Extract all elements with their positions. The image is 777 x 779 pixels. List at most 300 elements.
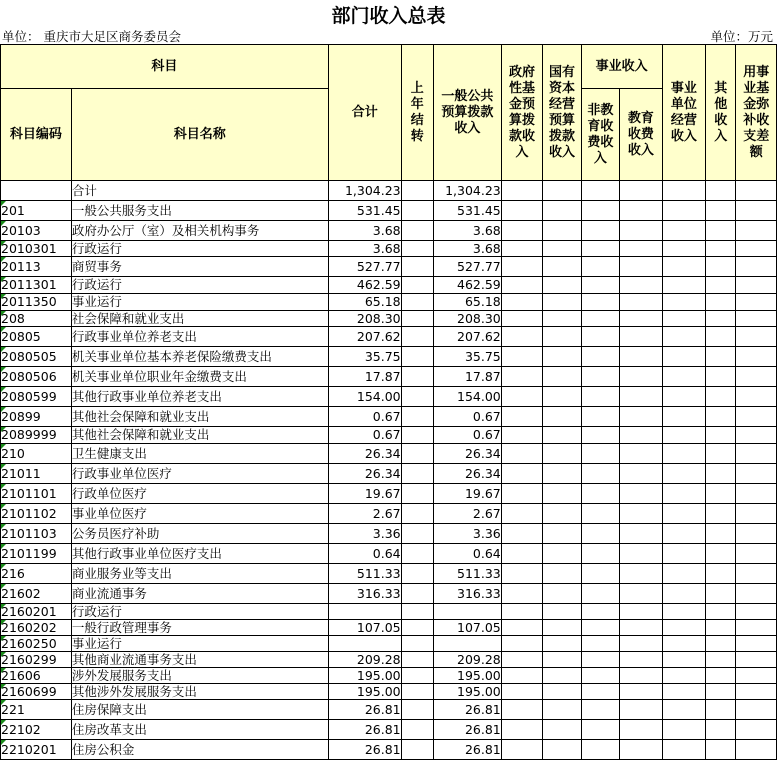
state-capital-cell bbox=[543, 367, 581, 387]
balance-fund-cell bbox=[736, 277, 777, 294]
total-cell: 0.67 bbox=[328, 427, 401, 444]
state-capital-cell bbox=[543, 740, 581, 760]
total-cell: 19.67 bbox=[328, 484, 401, 504]
subject-code-cell: 2089999 bbox=[1, 427, 72, 444]
unit-operating-cell bbox=[662, 277, 706, 294]
general-budget-cell: 462.59 bbox=[433, 277, 501, 294]
table-row bbox=[1, 464, 777, 484]
subject-code-cell: 20103 bbox=[1, 221, 72, 241]
carryover-cell bbox=[401, 311, 433, 327]
state-capital-cell bbox=[543, 387, 581, 407]
edu-fee-cell bbox=[620, 407, 663, 427]
carryover-cell bbox=[401, 700, 433, 720]
table-row bbox=[1, 427, 777, 444]
total-cell: 17.87 bbox=[328, 367, 401, 387]
total-cell: 3.36 bbox=[328, 524, 401, 544]
other-income-cell bbox=[706, 444, 736, 464]
carryover-cell bbox=[401, 620, 433, 636]
edu-fee-cell bbox=[620, 294, 663, 311]
fund-budget-cell bbox=[501, 201, 542, 221]
other-income-cell bbox=[706, 427, 736, 444]
unit-operating-cell bbox=[662, 544, 706, 564]
balance-fund-cell bbox=[736, 668, 777, 684]
fund-budget-cell bbox=[501, 740, 542, 760]
subject-code-cell: 2160250 bbox=[1, 636, 72, 652]
carryover-cell bbox=[401, 427, 433, 444]
balance-fund-cell bbox=[736, 544, 777, 564]
non-edu-fee-cell bbox=[581, 700, 619, 720]
balance-fund-cell bbox=[736, 620, 777, 636]
edu-fee-cell bbox=[620, 584, 663, 604]
balance-fund-cell bbox=[736, 636, 777, 652]
table-row bbox=[1, 294, 777, 311]
state-capital-cell bbox=[543, 347, 581, 367]
other-income-cell bbox=[706, 347, 736, 367]
subject-name-cell: 涉外发展服务支出 bbox=[71, 668, 328, 684]
non-edu-fee-cell bbox=[581, 484, 619, 504]
unit-operating-cell bbox=[662, 464, 706, 484]
carryover-cell bbox=[401, 604, 433, 620]
state-capital-cell bbox=[543, 257, 581, 277]
carryover-cell bbox=[401, 221, 433, 241]
unit-operating-cell bbox=[662, 504, 706, 524]
edu-fee-cell bbox=[620, 544, 663, 564]
subject-name-cell: 其他行政事业单位医疗支出 bbox=[71, 544, 328, 564]
subject-name-cell: 商贸事务 bbox=[71, 257, 328, 277]
unit-operating-cell bbox=[662, 257, 706, 277]
general-budget-cell: 195.00 bbox=[433, 684, 501, 700]
total-cell: 531.45 bbox=[328, 201, 401, 221]
balance-fund-cell bbox=[736, 367, 777, 387]
subject-code-cell: 2010301 bbox=[1, 241, 72, 257]
carryover-cell bbox=[401, 544, 433, 564]
general-budget-cell: 209.28 bbox=[433, 652, 501, 668]
unit-operating-cell bbox=[662, 584, 706, 604]
unit-operating-cell bbox=[662, 564, 706, 584]
table-row bbox=[1, 241, 777, 257]
unit-operating-cell bbox=[662, 636, 706, 652]
balance-fund-cell bbox=[736, 201, 777, 221]
table-row bbox=[1, 564, 777, 584]
non-edu-fee-cell bbox=[581, 524, 619, 544]
carryover-cell bbox=[401, 257, 433, 277]
edu-fee-cell bbox=[620, 387, 663, 407]
carryover-cell bbox=[401, 387, 433, 407]
header-state-capital: 国有资本经营预算拨款收入 bbox=[543, 45, 581, 181]
edu-fee-cell bbox=[620, 277, 663, 294]
unit-operating-cell bbox=[662, 407, 706, 427]
total-cell: 2.67 bbox=[328, 504, 401, 524]
edu-fee-cell bbox=[620, 684, 663, 700]
general-budget-cell: 0.67 bbox=[433, 427, 501, 444]
state-capital-cell bbox=[543, 524, 581, 544]
other-income-cell bbox=[706, 241, 736, 257]
total-cell: 195.00 bbox=[328, 668, 401, 684]
general-budget-cell: 3.68 bbox=[433, 241, 501, 257]
state-capital-cell bbox=[543, 564, 581, 584]
subject-name-cell: 一般行政管理事务 bbox=[71, 620, 328, 636]
unit-operating-cell bbox=[662, 484, 706, 504]
edu-fee-cell bbox=[620, 740, 663, 760]
fund-budget-cell bbox=[501, 544, 542, 564]
unit-label: 单位： 重庆市大足区商务委员会 bbox=[2, 29, 181, 44]
edu-fee-cell bbox=[620, 201, 663, 221]
fund-budget-cell bbox=[501, 427, 542, 444]
state-capital-cell bbox=[543, 720, 581, 740]
header-unit-operating: 事业单位经营收入 bbox=[662, 45, 706, 181]
currency-unit-label: 单位：万元 bbox=[710, 29, 773, 44]
other-income-cell bbox=[706, 604, 736, 620]
other-income-cell bbox=[706, 740, 736, 760]
general-budget-cell: 17.87 bbox=[433, 367, 501, 387]
other-income-cell bbox=[706, 311, 736, 327]
subject-code-cell: 216 bbox=[1, 564, 72, 584]
unit-operating-cell bbox=[662, 652, 706, 668]
subject-code-cell: 2210201 bbox=[1, 740, 72, 760]
carryover-cell bbox=[401, 464, 433, 484]
unit-operating-cell bbox=[662, 241, 706, 257]
edu-fee-cell bbox=[620, 221, 663, 241]
header-balance-fund: 用事业基金弥补收支差额 bbox=[736, 45, 777, 181]
header-non-edu-fee: 非教育收费收入 bbox=[581, 89, 619, 181]
balance-fund-cell bbox=[736, 700, 777, 720]
unit-operating-cell bbox=[662, 367, 706, 387]
other-income-cell bbox=[706, 327, 736, 347]
subject-code-cell: 20899 bbox=[1, 407, 72, 427]
fund-budget-cell bbox=[501, 221, 542, 241]
unit-operating-cell bbox=[662, 740, 706, 760]
balance-fund-cell bbox=[736, 241, 777, 257]
state-capital-cell bbox=[543, 700, 581, 720]
balance-fund-cell bbox=[736, 564, 777, 584]
balance-fund-cell bbox=[736, 464, 777, 484]
table-row bbox=[1, 636, 777, 652]
state-capital-cell bbox=[543, 181, 581, 201]
unit-operating-cell bbox=[662, 684, 706, 700]
fund-budget-cell bbox=[501, 444, 542, 464]
table-row bbox=[1, 584, 777, 604]
subject-name-cell: 住房保障支出 bbox=[71, 700, 328, 720]
edu-fee-cell bbox=[620, 652, 663, 668]
general-budget-cell: 527.77 bbox=[433, 257, 501, 277]
fund-budget-cell bbox=[501, 504, 542, 524]
balance-fund-cell bbox=[736, 257, 777, 277]
state-capital-cell bbox=[543, 604, 581, 620]
table-row bbox=[1, 311, 777, 327]
carryover-cell bbox=[401, 564, 433, 584]
table-row bbox=[1, 720, 777, 740]
balance-fund-cell bbox=[736, 652, 777, 668]
edu-fee-cell bbox=[620, 636, 663, 652]
total-cell: 209.28 bbox=[328, 652, 401, 668]
general-budget-cell: 511.33 bbox=[433, 564, 501, 584]
general-budget-cell: 195.00 bbox=[433, 668, 501, 684]
table-row bbox=[1, 347, 777, 367]
unit-operating-cell bbox=[662, 524, 706, 544]
fund-budget-cell bbox=[501, 484, 542, 504]
carryover-cell bbox=[401, 347, 433, 367]
table-row bbox=[1, 652, 777, 668]
carryover-cell bbox=[401, 181, 433, 201]
subject-name-cell: 卫生健康支出 bbox=[71, 444, 328, 464]
total-cell: 35.75 bbox=[328, 347, 401, 367]
fund-budget-cell bbox=[501, 636, 542, 652]
edu-fee-cell bbox=[620, 241, 663, 257]
state-capital-cell bbox=[543, 277, 581, 294]
balance-fund-cell bbox=[736, 684, 777, 700]
table-body bbox=[1, 181, 777, 760]
edu-fee-cell bbox=[620, 484, 663, 504]
table-row bbox=[1, 201, 777, 221]
subject-name-cell: 事业运行 bbox=[71, 294, 328, 311]
state-capital-cell bbox=[543, 407, 581, 427]
table-row bbox=[1, 668, 777, 684]
total-cell: 3.68 bbox=[328, 241, 401, 257]
table-row bbox=[1, 221, 777, 241]
carryover-cell bbox=[401, 201, 433, 221]
general-budget-cell: 316.33 bbox=[433, 584, 501, 604]
non-edu-fee-cell bbox=[581, 277, 619, 294]
subject-name-cell: 住房改革支出 bbox=[71, 720, 328, 740]
total-cell: 316.33 bbox=[328, 584, 401, 604]
table-row bbox=[1, 181, 777, 201]
state-capital-cell bbox=[543, 652, 581, 668]
general-budget-cell: 1,304.23 bbox=[433, 181, 501, 201]
state-capital-cell bbox=[543, 464, 581, 484]
other-income-cell bbox=[706, 277, 736, 294]
table-row bbox=[1, 740, 777, 760]
subject-code-cell: 2160202 bbox=[1, 620, 72, 636]
unit-operating-cell bbox=[662, 668, 706, 684]
carryover-cell bbox=[401, 524, 433, 544]
non-edu-fee-cell bbox=[581, 620, 619, 636]
header-general-budget: 一般公共预算拨款收入 bbox=[433, 45, 501, 181]
total-cell: 26.81 bbox=[328, 720, 401, 740]
non-edu-fee-cell bbox=[581, 257, 619, 277]
edu-fee-cell bbox=[620, 327, 663, 347]
balance-fund-cell bbox=[736, 347, 777, 367]
balance-fund-cell bbox=[736, 504, 777, 524]
carryover-cell bbox=[401, 652, 433, 668]
subject-name-cell: 商业服务业等支出 bbox=[71, 564, 328, 584]
edu-fee-cell bbox=[620, 257, 663, 277]
general-budget-cell: 531.45 bbox=[433, 201, 501, 221]
state-capital-cell bbox=[543, 684, 581, 700]
subject-code-cell: 2101102 bbox=[1, 504, 72, 524]
edu-fee-cell bbox=[620, 444, 663, 464]
non-edu-fee-cell bbox=[581, 201, 619, 221]
subject-name-cell: 行政运行 bbox=[71, 277, 328, 294]
total-cell: 195.00 bbox=[328, 684, 401, 700]
header-fund-budget: 政府性基金预算拨款收入 bbox=[501, 45, 542, 181]
carryover-cell bbox=[401, 584, 433, 604]
general-budget-cell: 26.34 bbox=[433, 464, 501, 484]
total-cell: 26.81 bbox=[328, 700, 401, 720]
balance-fund-cell bbox=[736, 740, 777, 760]
balance-fund-cell bbox=[736, 720, 777, 740]
edu-fee-cell bbox=[620, 464, 663, 484]
non-edu-fee-cell bbox=[581, 504, 619, 524]
general-budget-cell bbox=[433, 604, 501, 620]
carryover-cell bbox=[401, 484, 433, 504]
header-total: 合计 bbox=[328, 45, 401, 181]
non-edu-fee-cell bbox=[581, 311, 619, 327]
non-edu-fee-cell bbox=[581, 444, 619, 464]
state-capital-cell bbox=[543, 544, 581, 564]
edu-fee-cell bbox=[620, 504, 663, 524]
subject-code-cell: 2080506 bbox=[1, 367, 72, 387]
table-row bbox=[1, 277, 777, 294]
unit-operating-cell bbox=[662, 700, 706, 720]
header-edu-fee: 教育收费收入 bbox=[620, 89, 663, 181]
subject-code-cell bbox=[1, 181, 72, 201]
state-capital-cell bbox=[543, 668, 581, 684]
other-income-cell bbox=[706, 684, 736, 700]
edu-fee-cell bbox=[620, 311, 663, 327]
fund-budget-cell bbox=[501, 407, 542, 427]
header-carryover: 上年结转 bbox=[401, 45, 433, 181]
state-capital-cell bbox=[543, 221, 581, 241]
total-cell: 26.81 bbox=[328, 740, 401, 760]
fund-budget-cell bbox=[501, 257, 542, 277]
general-budget-cell: 26.81 bbox=[433, 740, 501, 760]
balance-fund-cell bbox=[736, 221, 777, 241]
carryover-cell bbox=[401, 504, 433, 524]
unit-operating-cell bbox=[662, 720, 706, 740]
subject-name-cell: 住房公积金 bbox=[71, 740, 328, 760]
other-income-cell bbox=[706, 201, 736, 221]
non-edu-fee-cell bbox=[581, 407, 619, 427]
table-row bbox=[1, 327, 777, 347]
state-capital-cell bbox=[543, 504, 581, 524]
other-income-cell bbox=[706, 652, 736, 668]
non-edu-fee-cell bbox=[581, 294, 619, 311]
header-code: 科目编码 bbox=[1, 89, 72, 181]
subject-name-cell: 事业单位医疗 bbox=[71, 504, 328, 524]
other-income-cell bbox=[706, 668, 736, 684]
state-capital-cell bbox=[543, 241, 581, 257]
non-edu-fee-cell bbox=[581, 181, 619, 201]
subject-name-cell: 其他社会保障和就业支出 bbox=[71, 427, 328, 444]
edu-fee-cell bbox=[620, 620, 663, 636]
balance-fund-cell bbox=[736, 604, 777, 620]
unit-operating-cell bbox=[662, 311, 706, 327]
total-cell: 65.18 bbox=[328, 294, 401, 311]
header-business-income: 事业收入 bbox=[581, 45, 662, 89]
subject-code-cell: 22102 bbox=[1, 720, 72, 740]
table-row bbox=[1, 524, 777, 544]
subject-code-cell: 20113 bbox=[1, 257, 72, 277]
edu-fee-cell bbox=[620, 604, 663, 620]
edu-fee-cell bbox=[620, 668, 663, 684]
balance-fund-cell bbox=[736, 294, 777, 311]
general-budget-cell: 2.67 bbox=[433, 504, 501, 524]
edu-fee-cell bbox=[620, 720, 663, 740]
general-budget-cell: 26.34 bbox=[433, 444, 501, 464]
other-income-cell bbox=[706, 620, 736, 636]
non-edu-fee-cell bbox=[581, 584, 619, 604]
edu-fee-cell bbox=[620, 524, 663, 544]
non-edu-fee-cell bbox=[581, 668, 619, 684]
fund-budget-cell bbox=[501, 604, 542, 620]
header-subject: 科目 bbox=[1, 45, 329, 89]
non-edu-fee-cell bbox=[581, 720, 619, 740]
subject-name-cell: 合计 bbox=[71, 181, 328, 201]
fund-budget-cell bbox=[501, 387, 542, 407]
fund-budget-cell bbox=[501, 367, 542, 387]
table-row bbox=[1, 407, 777, 427]
other-income-cell bbox=[706, 407, 736, 427]
subject-name-cell: 其他商业流通事务支出 bbox=[71, 652, 328, 668]
total-cell: 154.00 bbox=[328, 387, 401, 407]
balance-fund-cell bbox=[736, 387, 777, 407]
state-capital-cell bbox=[543, 584, 581, 604]
total-cell: 0.67 bbox=[328, 407, 401, 427]
unit-operating-cell bbox=[662, 387, 706, 407]
fund-budget-cell bbox=[501, 347, 542, 367]
total-cell: 0.64 bbox=[328, 544, 401, 564]
subject-name-cell: 行政事业单位养老支出 bbox=[71, 327, 328, 347]
subject-name-cell: 商业流通事务 bbox=[71, 584, 328, 604]
table-row bbox=[1, 544, 777, 564]
other-income-cell bbox=[706, 221, 736, 241]
non-edu-fee-cell bbox=[581, 684, 619, 700]
total-cell: 527.77 bbox=[328, 257, 401, 277]
unit-operating-cell bbox=[662, 181, 706, 201]
other-income-cell bbox=[706, 294, 736, 311]
fund-budget-cell bbox=[501, 668, 542, 684]
edu-fee-cell bbox=[620, 564, 663, 584]
fund-budget-cell bbox=[501, 294, 542, 311]
carryover-cell bbox=[401, 684, 433, 700]
subject-code-cell: 2160299 bbox=[1, 652, 72, 668]
fund-budget-cell bbox=[501, 311, 542, 327]
table-row bbox=[1, 504, 777, 524]
subject-name-cell: 其他涉外发展服务支出 bbox=[71, 684, 328, 700]
subject-code-cell: 2101101 bbox=[1, 484, 72, 504]
state-capital-cell bbox=[543, 484, 581, 504]
general-budget-cell: 0.67 bbox=[433, 407, 501, 427]
general-budget-cell: 208.30 bbox=[433, 311, 501, 327]
table-row bbox=[1, 387, 777, 407]
non-edu-fee-cell bbox=[581, 241, 619, 257]
subject-name-cell: 行政运行 bbox=[71, 604, 328, 620]
non-edu-fee-cell bbox=[581, 427, 619, 444]
state-capital-cell bbox=[543, 636, 581, 652]
subject-code-cell: 2101103 bbox=[1, 524, 72, 544]
other-income-cell bbox=[706, 464, 736, 484]
fund-budget-cell bbox=[501, 241, 542, 257]
subject-code-cell: 2080505 bbox=[1, 347, 72, 367]
fund-budget-cell bbox=[501, 720, 542, 740]
subject-code-cell: 2101199 bbox=[1, 544, 72, 564]
carryover-cell bbox=[401, 277, 433, 294]
subject-code-cell: 21011 bbox=[1, 464, 72, 484]
subject-code-cell: 2011301 bbox=[1, 277, 72, 294]
state-capital-cell bbox=[543, 327, 581, 347]
other-income-cell bbox=[706, 636, 736, 652]
general-budget-cell: 0.64 bbox=[433, 544, 501, 564]
non-edu-fee-cell bbox=[581, 564, 619, 584]
unit-operating-cell bbox=[662, 201, 706, 221]
other-income-cell bbox=[706, 504, 736, 524]
carryover-cell bbox=[401, 407, 433, 427]
carryover-cell bbox=[401, 720, 433, 740]
fund-budget-cell bbox=[501, 684, 542, 700]
subject-name-cell: 一般公共服务支出 bbox=[71, 201, 328, 221]
state-capital-cell bbox=[543, 427, 581, 444]
unit-operating-cell bbox=[662, 327, 706, 347]
